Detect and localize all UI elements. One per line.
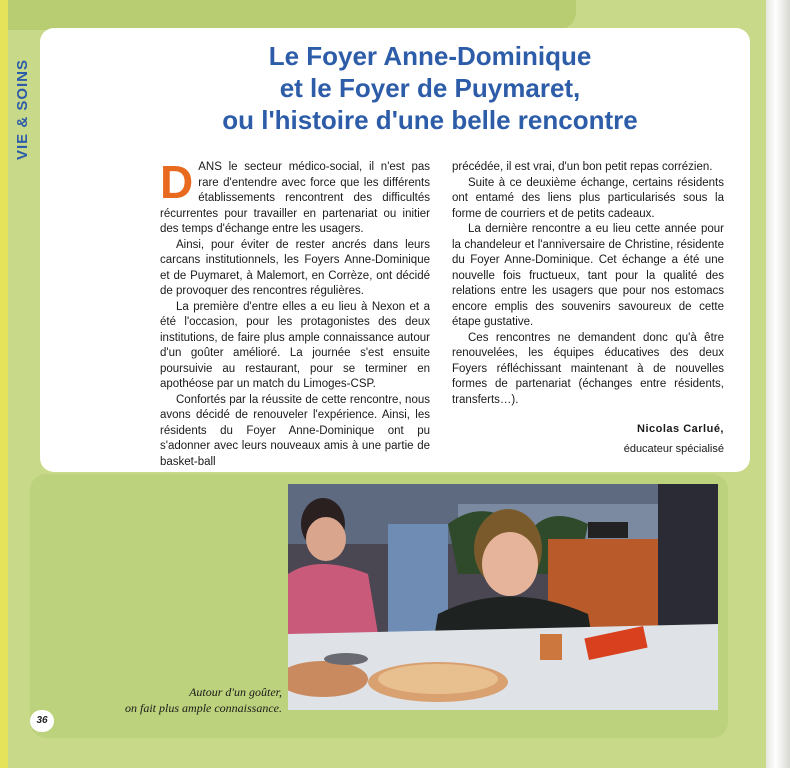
paragraph [160,156,430,238]
page-number: 36 [30,710,54,732]
paragraph-text: ANS le secteur médico-social, il n'est pas rare d'entendre avec force que les différents établissements rencontrent des difficultés récurrentes pour travailler en partenariat ou initier des temps d'échange entre les usagers. [160,161,430,235]
article-photo [288,484,718,710]
article-title [120,40,740,136]
paragraph: précédée, il est vrai, d'un bon petit repas corrézien. [452,161,713,173]
title-line-1: Le Foyer Anne-Dominique [268,41,592,71]
paragraph: La dernière rencontre a eu lieu cette année pour la chandeleur et l'anniversaire de Christine, résidente du Foyer Anne-Dominique. Cet échange a été une nouvelle fois fructueux, tant pour la qualité des relations entre les usagers que pour nos estomacs encore emplis des souvenirs savoureux de cette étape gustative. [452,223,724,328]
paragraph: Ces rencontres ne demandent donc qu'à être renouvelées, les équipes éducatives des deux Foyers réfléchissant maintenant à de nouvelles formes de partenariat (échanges entre résidents, transferts…). [452,331,724,406]
column-right [452,160,724,457]
author-name: Nicolas Carlué, [637,423,724,435]
caption-line-2: on fait plus ample connaissance. [125,701,282,715]
yellow-strip [0,0,8,768]
title-line-2: et le Foyer de Puymaret, [279,73,581,103]
author-role: éducateur spécialisé [623,442,724,455]
top-tab [8,0,576,30]
paragraph: Confortés par la réussite de cette rencontre, nous avons décidé de renouveler l'expérience. Ainsi, les résidents du Foyer Anne-Dominique ont pu s'adonner avec leurs nouveaux amis à une partie de basket-ball [160,393,430,468]
photo-illustration [288,484,718,710]
paragraph: Ainsi, pour éviter de rester ancrés dans leurs carcans institutionnels, les Foyers Anne-Dominique et de Puymaret, à Malemort, en Corrèze, ont décidé de provoquer des rencontres régulières. [160,238,430,297]
paragraph: Suite à ce deuxième échange, certains résidents ont entamé des liens plus particularisés sous la forme de courriers et de petits cadeaux. [452,176,724,220]
drop-cap: D [160,156,194,208]
title-line-3: ou l'histoire d'une belle rencontre [222,105,638,135]
section-label: VIE & SOINS [14,58,31,160]
column-left [160,156,430,470]
photo-caption [100,684,282,716]
page-edge [766,0,790,768]
paragraph: La première d'entre elles a eu lieu à Nexon et a été l'occasion, pour les protagonistes des deux institutions, de faire plus ample connaissance autour d'un goûter amélioré. La journée s'est ensuite poursuivie au restaurant, pour se terminer en apothéose par un match du Limoges-CSP. [160,300,430,390]
caption-line-1: Autour d'un goûter, [189,685,282,699]
